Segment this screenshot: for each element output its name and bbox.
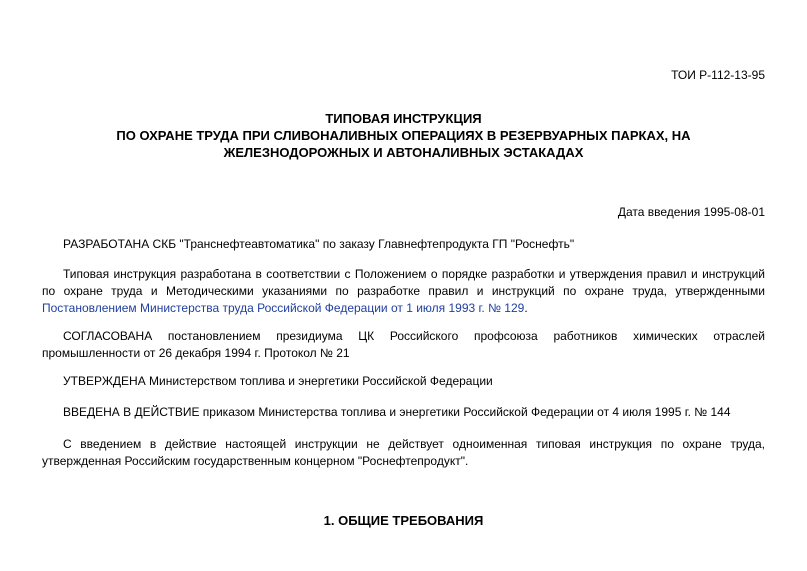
title-line-2: ПО ОХРАНЕ ТРУДА ПРИ СЛИВОНАЛИВНЫХ ОПЕРАЦИЯХ В РЕЗЕРВУАРНЫХ ПАРКАХ, НА: [116, 128, 691, 143]
paragraph-instruction: [42, 266, 765, 317]
paragraph-instruction-text: Типовая инструкция разработана в соответствии с Положением о порядке разработки и утверждения правил и инструкций по охране труда и Методическими указаниями по разработке правил и инструкций по охране труда, утвержденными: [42, 267, 765, 298]
introduction-date: Дата введения 1995-08-01: [617, 205, 765, 219]
paragraph-developed: РАЗРАБОТАНА СКБ "Транснефтеавтоматика" по заказу Главнефтепродукта ГП "Роснефть": [63, 237, 575, 251]
paragraph-instruction-end: .: [524, 301, 528, 315]
paragraph-agreed: СОГЛАСОВАНА постановлением президиума ЦК Российского профсоюза работников химических отраслей промышленности от 26 декабря 1994 г. Протокол № 21: [42, 329, 765, 360]
section-title: 1. ОБЩИЕ ТРЕБОВАНИЯ: [323, 513, 484, 528]
title-line-1: ТИПОВАЯ ИНСТРУКЦИЯ: [325, 111, 482, 126]
document-code: ТОИ Р-112-13-95: [671, 68, 765, 82]
paragraph-replacement: С введением в действие настоящей инструкции не действует одноименная типовая инструкция по охране труда, утвержденная Российским государственным концерном "Роснефтепродукт".: [42, 437, 765, 468]
document-title: [0, 110, 807, 161]
paragraph-approved: УТВЕРЖДЕНА Министерством топлива и энергетики Российской Федерации: [63, 374, 493, 388]
paragraph-introduced: ВВЕДЕНА В ДЕЙСТВИЕ приказом Министерства топлива и энергетики Российской Федерации от 4 июля 1995 г. № 144: [63, 405, 731, 419]
title-line-3: ЖЕЛЕЗНОДОРОЖНЫХ И АВТОНАЛИВНЫХ ЭСТАКАДАХ: [223, 145, 584, 160]
decree-link[interactable]: Постановлением Министерства труда Российской Федерации от 1 июля 1993 г. № 129: [42, 301, 525, 315]
